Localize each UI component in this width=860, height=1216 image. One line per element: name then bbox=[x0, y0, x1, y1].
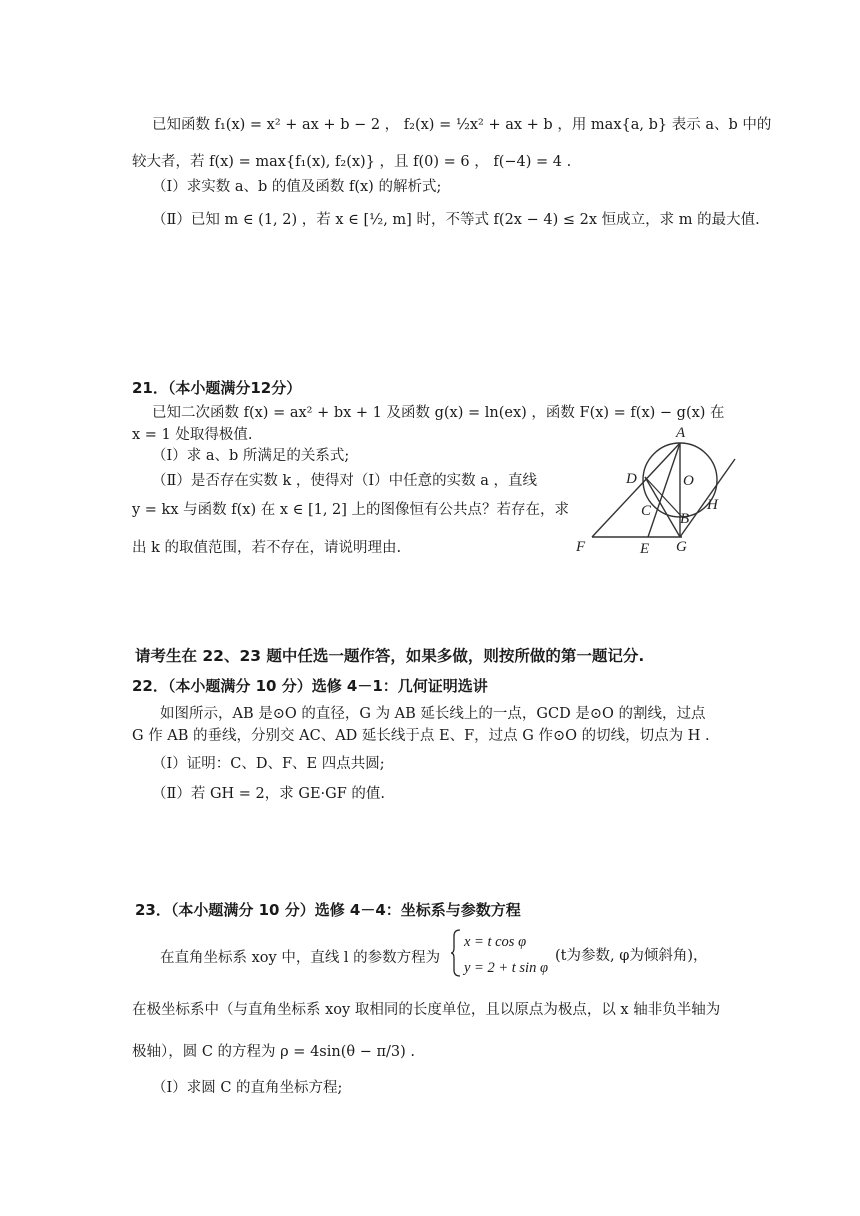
brace-icon bbox=[450, 928, 462, 978]
q21-part-2b: y = kx 与函数 f(x) 在 x ∈ [1, 2] 上的图像恒有公共点？若存在，求 bbox=[132, 502, 570, 518]
q23-line-2: 极轴），圆 C 的方程为 ρ = 4sin(θ − π/3) . bbox=[132, 1044, 415, 1060]
q21-part-2c: 出 k 的取值范围，若不存在，请说明理由. bbox=[132, 540, 402, 556]
q22-part-2: （Ⅱ）若 GH = 2，求 GE·GF 的值. bbox=[152, 786, 386, 802]
q23-eq-note: (t为参数, φ为倾斜角)， bbox=[555, 948, 708, 964]
q23-line-1: 在极坐标系中（与直角坐标系 xoy 取相同的长度单位，且以原点为极点，以 x 轴非负半轴为 bbox=[132, 1002, 721, 1018]
instruction-note: 请考生在 22、23 题中任选一题作答，如果多做，则按所做的第一题记分. bbox=[135, 647, 645, 665]
q22-line-1: 如图所示，AB 是⊙O 的直径，G 为 AB 延长线上的一点，GCD 是⊙O 的割线，过点 bbox=[160, 706, 706, 722]
q23-heading: 23．（本小题满分 10 分）选修 4－4：坐标系与参数方程 bbox=[135, 901, 521, 919]
q20-line-1: 已知函数 f₁(x) = x² + ax + b − 2 ， f₂(x) = ½x² + ax + b ，用 max{a, b} 表示 a、b 中的 bbox=[152, 117, 772, 133]
label-F: F bbox=[576, 539, 586, 555]
q23-intro: 在直角坐标系 xoy 中，直线 l 的参数方程为 bbox=[160, 950, 441, 966]
label-O: O bbox=[683, 473, 694, 489]
q23-eq-x: x = t cos φ bbox=[464, 934, 527, 950]
q22-line-2: G 作 AB 的垂线，分别交 AC、AD 延长线于点 E、F，过点 G 作⊙O 的切线，切点为 H . bbox=[132, 728, 710, 744]
q23-part-1: （Ⅰ）求圆 C 的直角坐标方程; bbox=[152, 1080, 343, 1096]
q21-heading: 21．（本小题满分12分） bbox=[132, 379, 302, 397]
q21-part-1: （Ⅰ）求 a、b 所满足的关系式; bbox=[152, 448, 350, 464]
q21-line-1: 已知二次函数 f(x) = ax² + bx + 1 及函数 g(x) = ln(ex) ，函数 F(x) = f(x) − g(x) 在 bbox=[152, 405, 725, 421]
q20-line-2: 较大者，若 f(x) = max{f₁(x), f₂(x)} ，且 f(0) = 6 ， f(−4) = 4 . bbox=[132, 154, 572, 170]
q21-part-2a: （Ⅱ）是否存在实数 k ，使得对（Ⅰ）中任意的实数 a ，直线 bbox=[152, 473, 537, 489]
label-H: H bbox=[707, 497, 718, 513]
q20-part-2: （Ⅱ）已知 m ∈ (1, 2) ，若 x ∈ [½, m] 时，不等式 f(2x − 4) ≤ 2x 恒成立，求 m 的最大值. bbox=[152, 212, 760, 228]
label-G: G bbox=[676, 539, 687, 555]
label-A: A bbox=[676, 425, 686, 441]
label-B: B bbox=[680, 511, 690, 527]
q22-part-1: （Ⅰ）证明：C、D、F、E 四点共圆; bbox=[152, 756, 385, 772]
q21-line-2: x = 1 处取得极值. bbox=[132, 427, 253, 443]
q20-part-1: （Ⅰ）求实数 a、b 的值及函数 f(x) 的解析式; bbox=[152, 179, 442, 195]
label-E: E bbox=[640, 541, 650, 557]
label-C: C bbox=[641, 503, 652, 519]
label-D: D bbox=[626, 471, 637, 487]
q23-eq-y: y = 2 + t sin φ bbox=[464, 960, 548, 976]
geometry-figure bbox=[570, 415, 750, 565]
q22-heading: 22．（本小题满分 10 分）选修 4－1：几何证明选讲 bbox=[132, 677, 488, 695]
